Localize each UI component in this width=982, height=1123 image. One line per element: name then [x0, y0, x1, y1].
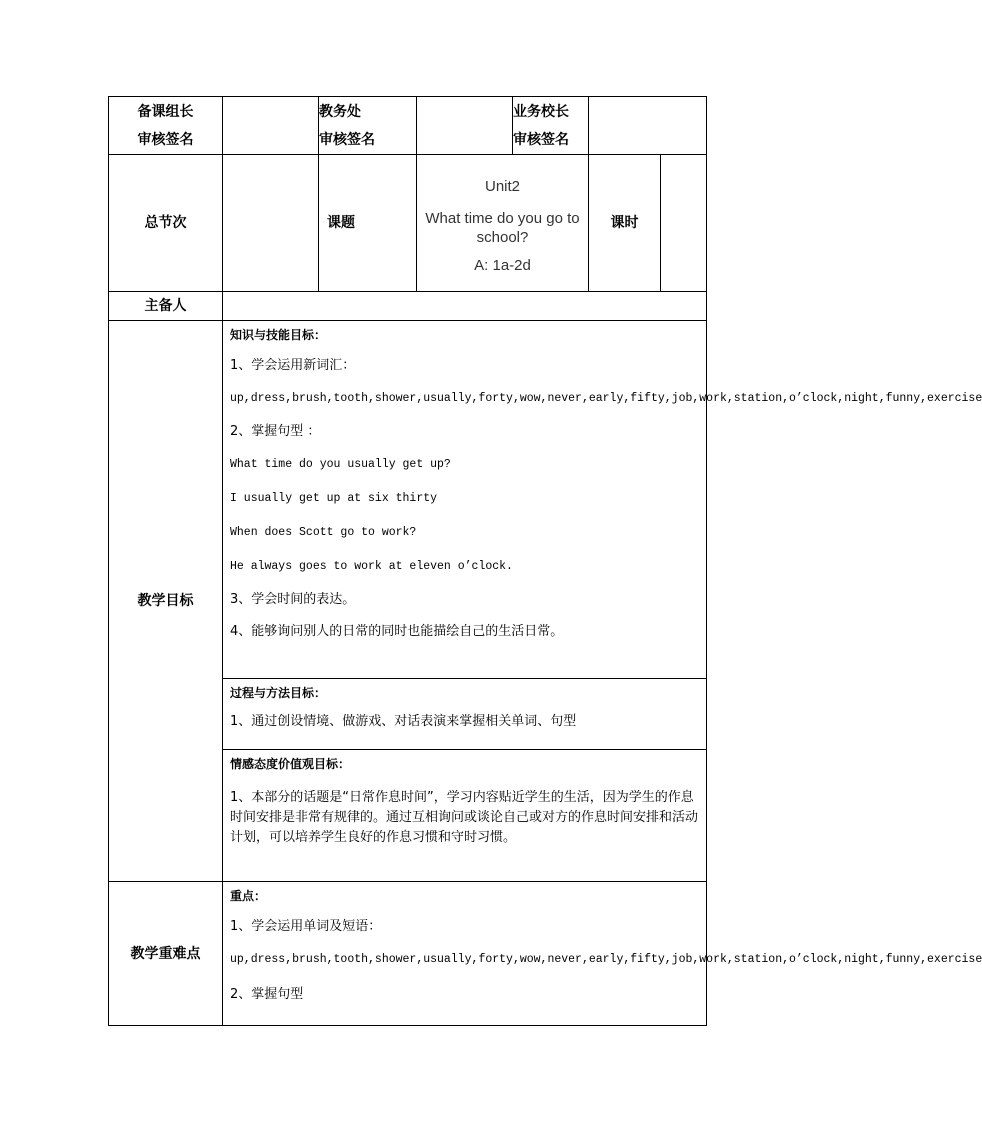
academic-office-signature-field[interactable]	[417, 97, 513, 155]
principal-signature-field[interactable]	[589, 97, 707, 155]
process-title: 过程与方法目标：	[230, 686, 327, 700]
knowledge-objectives-cell	[223, 321, 982, 679]
sentence-1: What time do you usually get up?	[230, 458, 451, 471]
period-field[interactable]	[661, 155, 707, 292]
lesson-title: What time do you go to school?	[425, 210, 580, 246]
knowledge-item-4: 4、能够询问别人的日常的同时也能描绘自己的生活日常。	[230, 624, 564, 639]
preparer-field[interactable]	[223, 292, 707, 321]
key-points-title: 重点：	[230, 889, 267, 903]
total-lessons-field[interactable]	[223, 155, 319, 292]
lesson-plan-table	[108, 96, 982, 1026]
knowledge-item-2: 2、掌握句型 ：	[230, 424, 321, 439]
key-points-label: 教学重难点	[109, 882, 223, 1026]
key-points-item-1: 1、学会运用单词及短语：	[230, 919, 382, 934]
key-points-item-2: 2、掌握句型	[230, 987, 304, 1002]
knowledge-item-3: 3、学会时间的表达。	[230, 592, 356, 607]
key-points-words: up,dress,brush,tooth,shower,usually,forty,wow,never,early,fifty,job,work,station,o’clock,night,funny,exercise	[230, 953, 982, 966]
group-leader-label-line1: 备课组长	[137, 103, 194, 120]
sentence-4: He always goes to work at eleven o’clock.	[230, 560, 513, 573]
emotion-objectives-cell	[223, 750, 707, 882]
academic-office-label-line2: 审核签名	[319, 131, 375, 148]
sentence-2: I usually get up at six thirty	[230, 492, 438, 505]
preparer-label: 主备人	[109, 292, 223, 321]
group-leader-label-line2: 审核签名	[137, 131, 194, 148]
academic-office-label	[319, 97, 417, 155]
lesson-title-cell	[417, 155, 589, 292]
emotion-item-1: 1、本部分的话题是“日常作息时间”，学习内容贴近学生的生活，因为学生的作息时间安排是非常有规律的。通过互相询问或谈论自己或对方的作息时间安排和活动计划，可以培养学生良好的作息习惯和守时习惯。	[230, 790, 699, 845]
objectives-label: 教学目标	[109, 321, 223, 882]
knowledge-item-1: 1、学会运用新词汇：	[230, 358, 356, 373]
period-label: 课时	[589, 155, 661, 292]
emotion-title: 情感态度价值观目标：	[230, 757, 351, 771]
process-objectives-cell	[223, 679, 707, 750]
group-leader-label	[109, 97, 223, 155]
sentence-3: When does Scott go to work?	[230, 526, 417, 539]
group-leader-signature-field[interactable]	[223, 97, 319, 155]
unit-title: Unit2	[484, 178, 521, 195]
academic-office-label-line1: 教务处	[319, 103, 361, 120]
principal-label-line2: 审核签名	[513, 131, 569, 148]
principal-label	[513, 97, 589, 155]
key-points-cell	[223, 882, 982, 1026]
knowledge-words: up,dress,brush,tooth,shower,usually,forty,wow,never,early,fifty,job,work,station,o’clock,night,funny,exercise	[230, 392, 982, 405]
lesson-part: A: 1a-2d	[474, 257, 531, 274]
principal-label-line1: 业务校长	[513, 103, 569, 120]
knowledge-title: 知识与技能目标：	[230, 328, 327, 342]
process-item-1: 1、通过创设情境、做游戏、对话表演来掌握相关单词、句型	[230, 714, 577, 729]
total-lessons-label: 总节次	[109, 155, 223, 292]
topic-label: 课题	[319, 155, 417, 292]
